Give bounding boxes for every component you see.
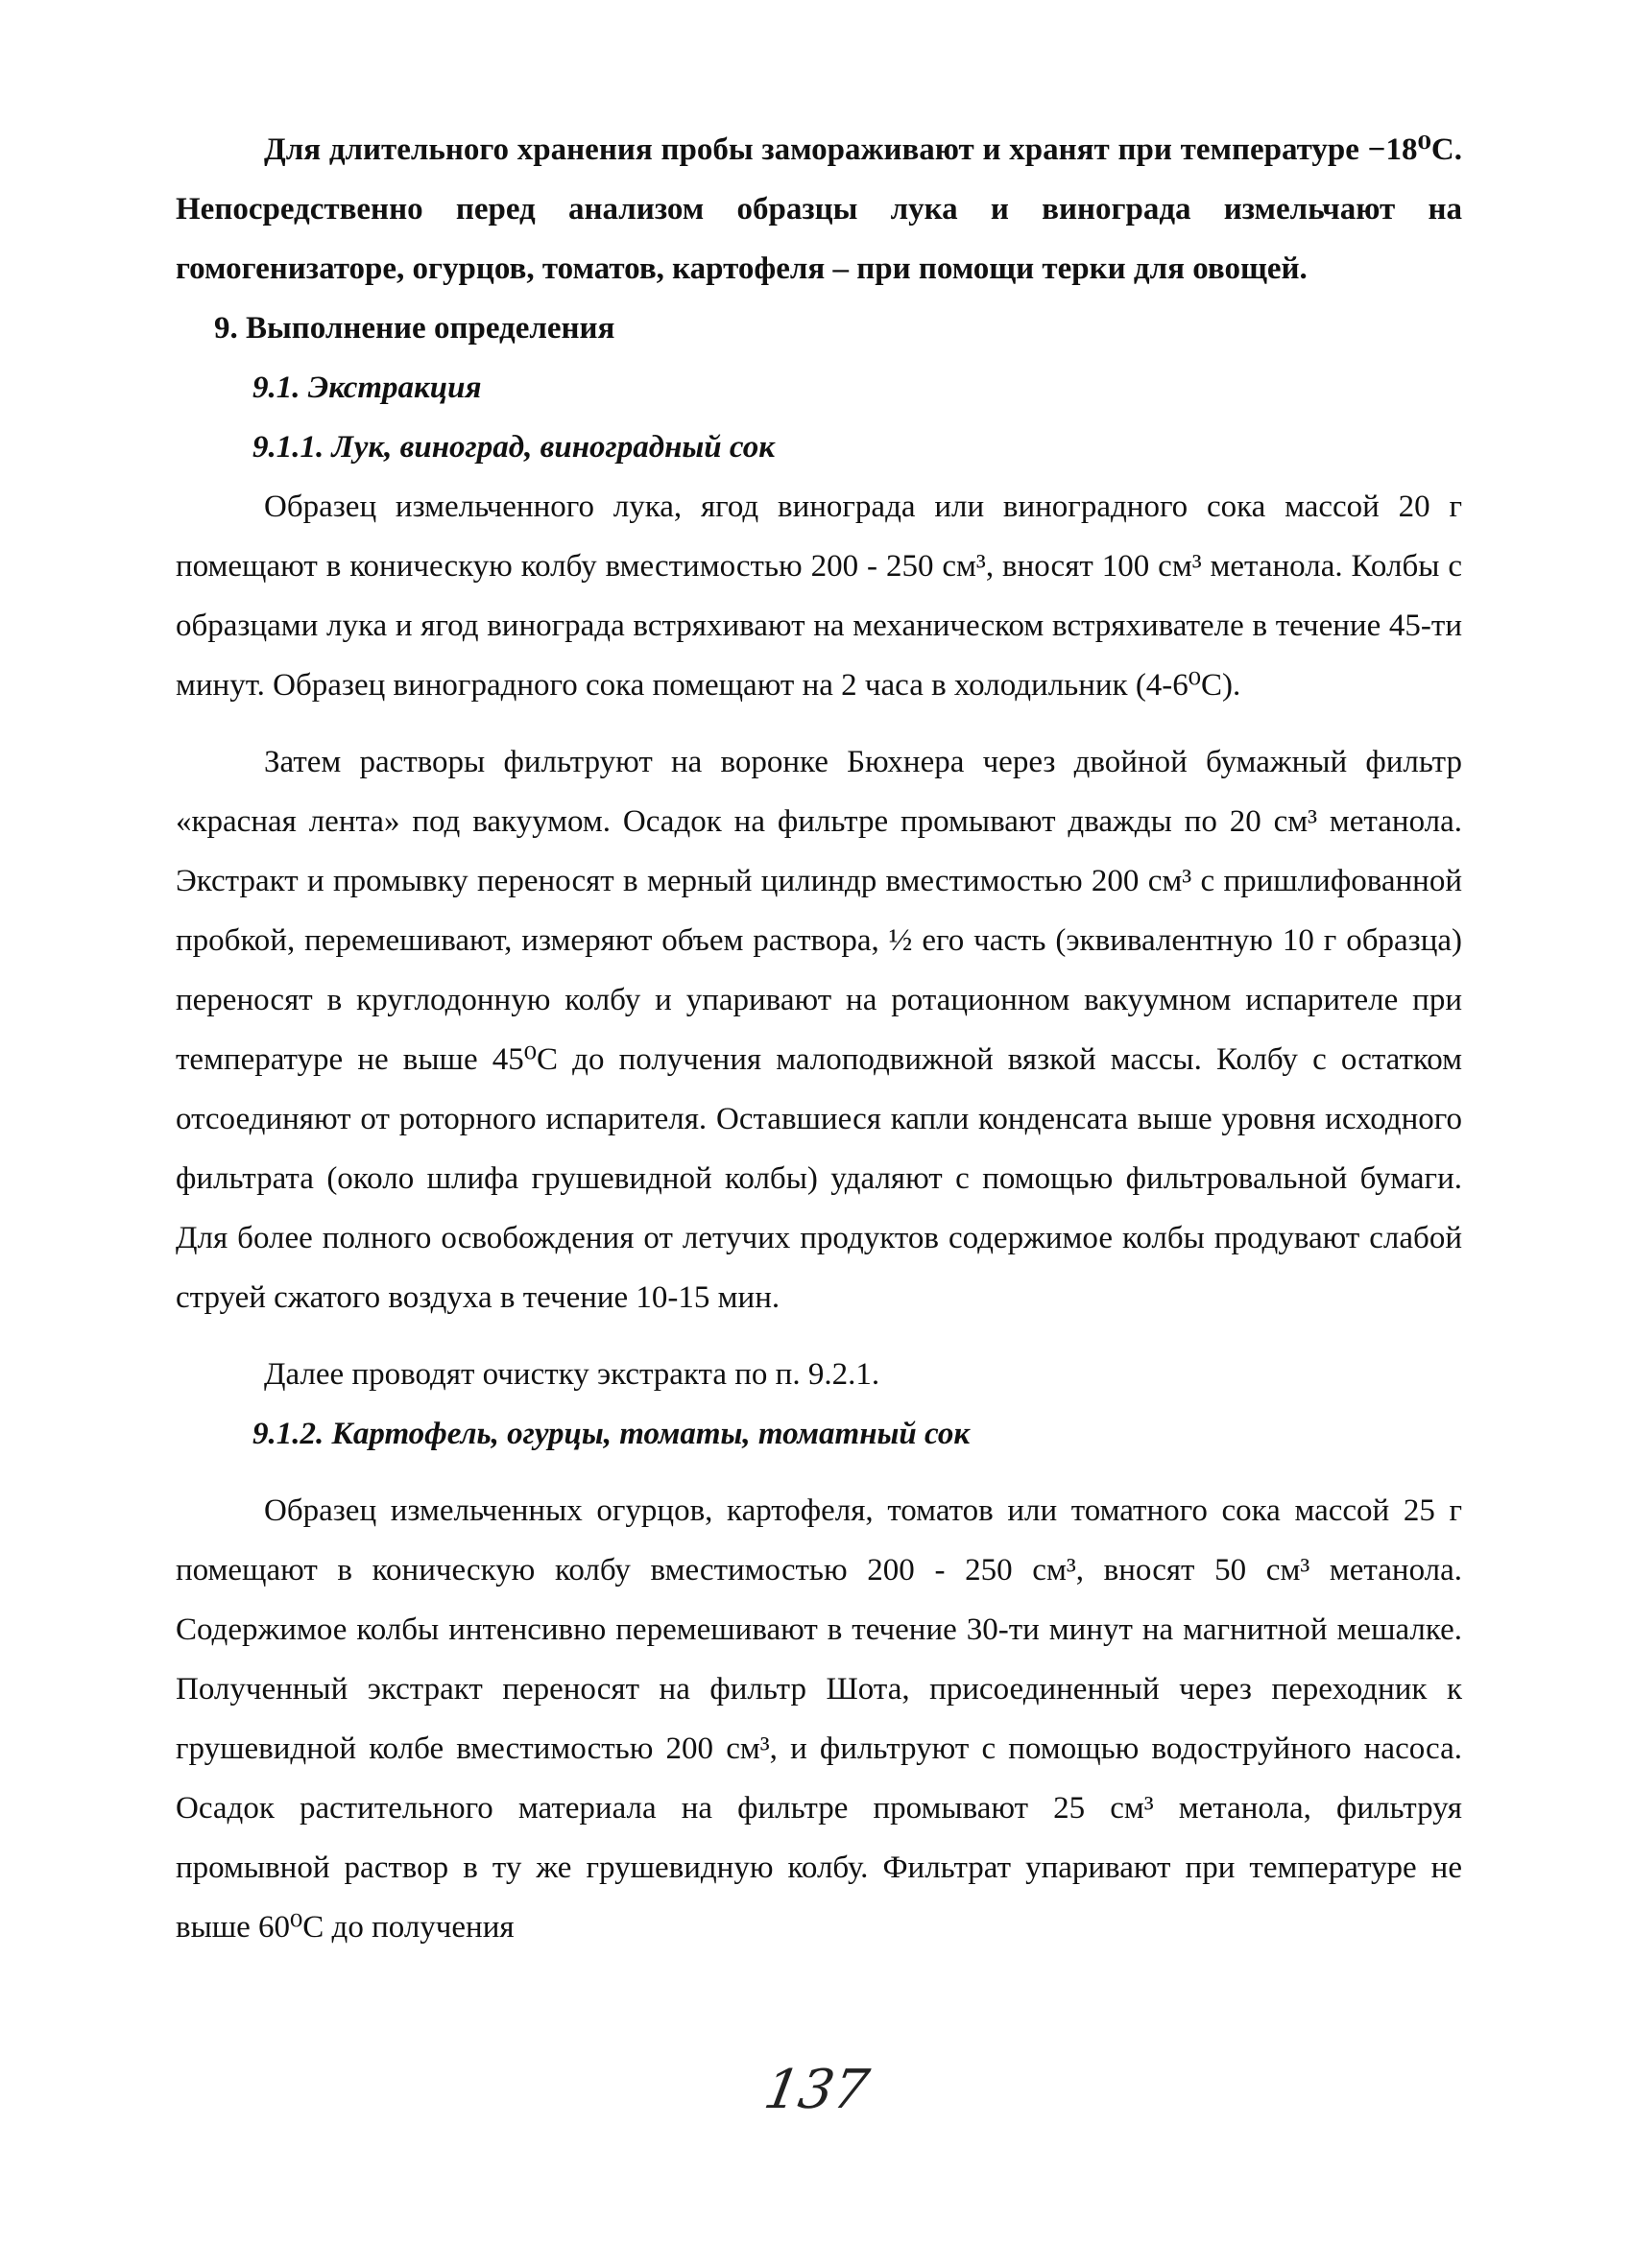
handwritten-page-number: 137 [759, 2059, 874, 2121]
paragraph-potato-cucumber-tomato: Образец измельченных огурцов, картофеля, томатов или томатного сока массой 25 г помещают в коническую колбу вместимостью 200 - 250 см³, вносят 50 см³ метанола. Содержимое колбы интенсивно перемешивают в течение 30-ти минут на магнитной мешалке. Полученный экстракт переносят на фильтр Шота, присоединенный через переходник к грушевидной колбе вместимостью 200 см³, и фильтруют с помощью водоструйного насоса. Осадок растительного материала на фильтре промывают 25 см³ метанола, фильтруя промывной раствор в ту же грушевидную колбу. Фильтрат упаривают при температуре не выше 60⁰С до получения [176, 1493, 1462, 1945]
subsection-heading-9-1-1: 9.1.1. Лук, виноград, виноградный сок [252, 430, 775, 465]
paragraph-gap [176, 1464, 1462, 1481]
paragraph-sample-onion-grape: Образец измельченного лука, ягод винограда или виноградного сока массой 20 г помещают в коническую колбу вместимостью 200 - 250 см³, вносят 100 см³ метанола. Колбы с образцами лука и ягод винограда встряхивают на механическом встряхивателе в течение 45-ти минут. Образец виноградного сока помещают на 2 часа в холодильник (4-6⁰С). [176, 489, 1462, 703]
paragraph-filtration: Затем растворы фильтруют на воронке Бюхнера через двойной бумажный фильтр «красная лента» под вакуумом. Осадок на фильтре промывают дважды по 20 см³ метанола. Экстракт и промывку переносят в мерный цилиндр вместимостью 200 см³ с пришлифованной пробкой, перемешивают, измеряют объем раствора, ½ его часть (эквивалентную 10 г образца) переносят в круглодонную колбу и упаривают на ротационном вакуумном испарителе при температуре не выше 45⁰С до получения малоподвижной вязкой массы. Колбу с остатком отсоединяют от роторного испарителя. Оставшиеся капли конденсата выше уровня исходного фильтрата (около шлифа грушевидной колбы) удаляют с помощью фильтровальной бумаги. Для более полного освобождения от летучих продуктов содержимое колбы продувают слабой струей сжатого воздуха в течение 10-15 мин. [176, 745, 1462, 1315]
paragraph-cleanup-ref: Далее проводят очистку экстракта по п. 9.2.1. [264, 1357, 880, 1392]
text-body [176, 120, 1462, 1957]
section-heading: 9. Выполнение определения [214, 311, 615, 346]
subsection-heading-9-1-2: 9.1.2. Картофель, огурцы, томаты, томатный сок [252, 1417, 971, 1451]
paragraph-gap [176, 715, 1462, 732]
subsection-heading-9-1: 9.1. Экстракция [252, 370, 482, 405]
paragraph-gap [176, 1327, 1462, 1345]
intro-paragraph: Для длительного хранения пробы замораживают и хранят при температуре −18⁰С. Непосредственно перед анализом образцы лука и винограда измельчают на гомогенизаторе, огурцов, томатов, картофеля – при помощи терки для овощей. [176, 132, 1462, 286]
